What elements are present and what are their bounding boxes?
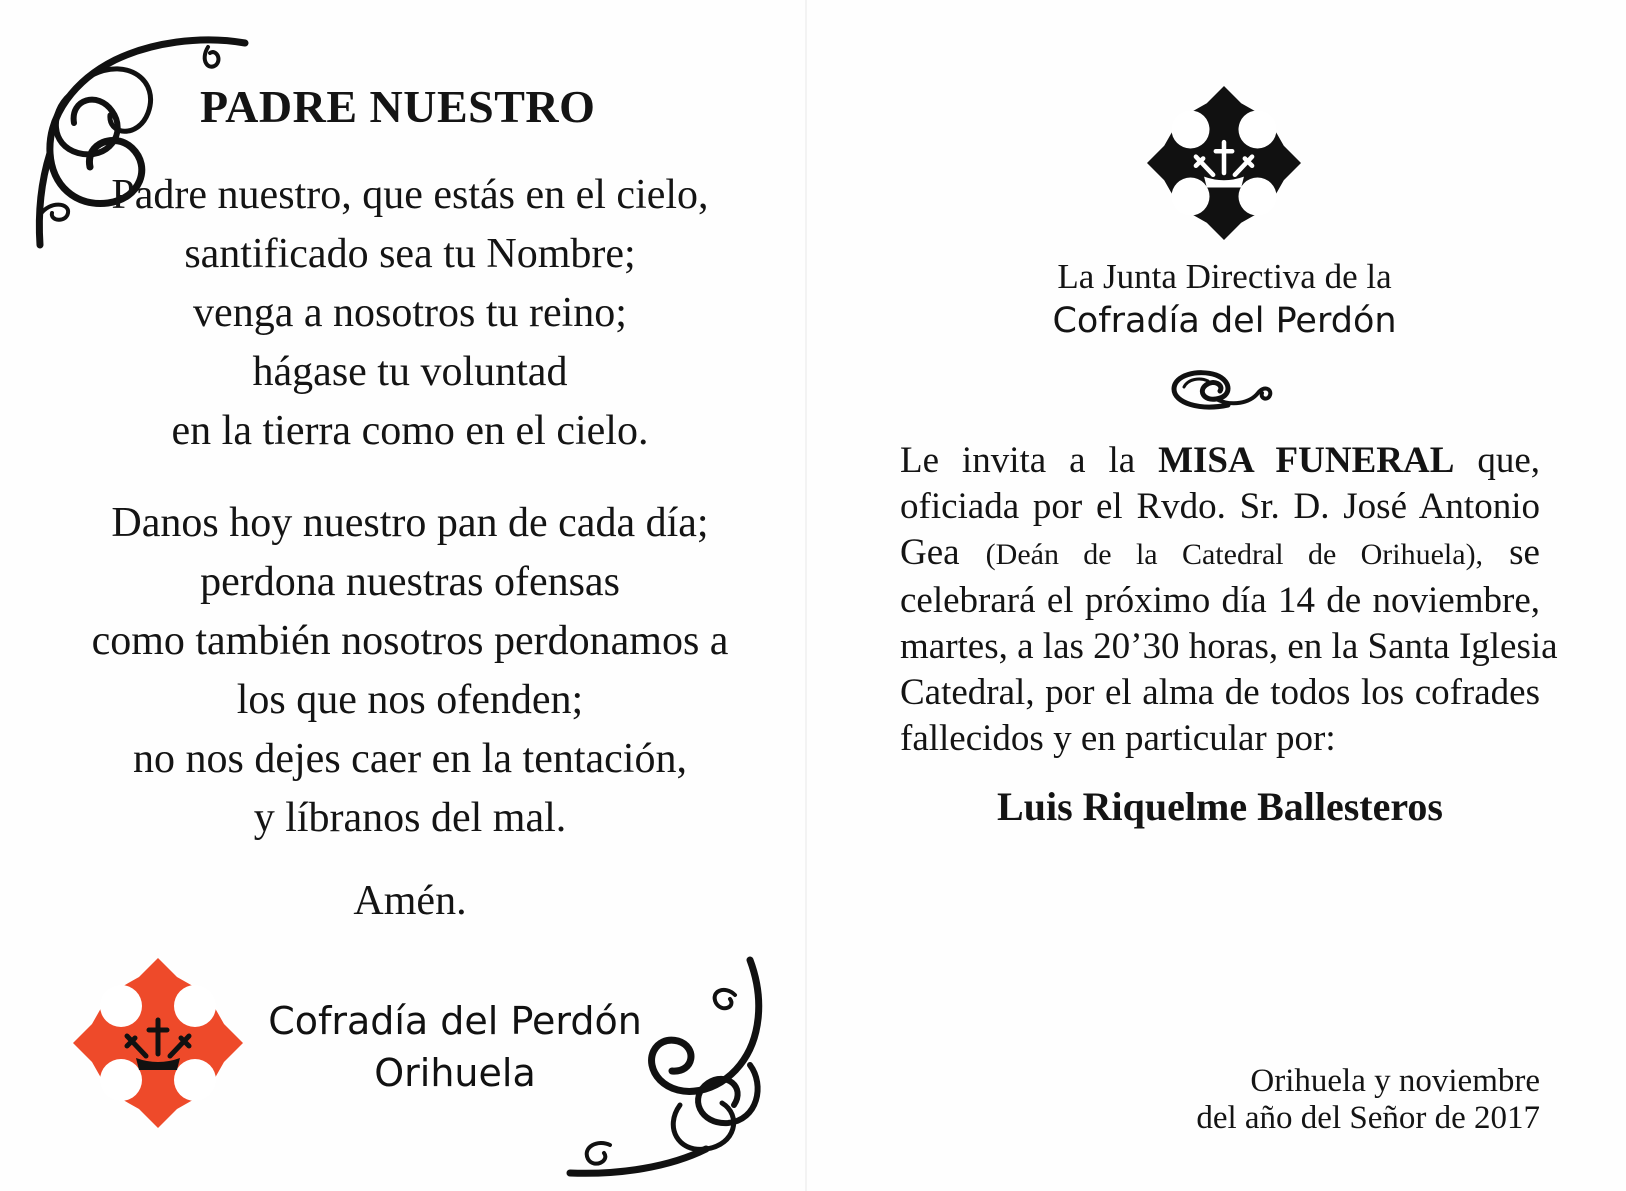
honoree-name: Luis Riquelme Ballesteros (997, 784, 1443, 829)
invitation-fragment: que, (1454, 440, 1540, 481)
prayer-line: hágase tu voluntad (252, 349, 568, 395)
invitation-line: martes, a las 20’30 horas, en la Santa Iglesia (900, 626, 1558, 667)
maltese-cross-emblem-icon (1147, 86, 1301, 240)
invitation-fragment: Gea (900, 532, 986, 573)
invitation-line: fallecidos y en particular por: (900, 718, 1336, 759)
date-line: Orihuela y noviembre (1250, 1063, 1540, 1099)
brand-city: Orihuela (374, 1051, 536, 1095)
prayer-amen: Amén. (353, 878, 467, 924)
invitation-line: oficiada por el Rvdo. Sr. D. José Antonio (900, 486, 1540, 527)
date-block (1062, 1063, 1540, 1137)
dean-note: (Deán de la Catedral de Orihuela), (985, 538, 1484, 571)
prayer-line: no nos dejes caer en la tentación, (133, 736, 687, 782)
brand-name: Cofradía del Perdón (268, 999, 642, 1043)
prayer-title: PADRE NUESTRO (200, 81, 596, 132)
invitation-line (900, 530, 1540, 578)
prayer-line: Padre nuestro, que estás en el cielo, (111, 172, 709, 218)
prayer-stanza-2 (40, 494, 780, 848)
prayer-line: como también nosotros perdonamos a (91, 618, 729, 664)
prayer-line: Danos hoy nuestro pan de cada día; (111, 500, 709, 546)
date-line: del año del Señor de 2017 (1196, 1100, 1540, 1136)
invitation-panel (807, 0, 1626, 1191)
invitation-line: celebrará el próximo día 14 de noviembre, (900, 580, 1540, 621)
flourish-corner-icon (560, 955, 795, 1180)
prayer-line: en la tierra como en el cielo. (171, 408, 649, 454)
maltese-cross-emblem-icon (73, 958, 243, 1128)
misa-funeral-label: MISA FUNERAL (1158, 440, 1455, 481)
prayer-line: y líbranos del mal. (253, 795, 567, 841)
prayer-stanza-1 (40, 166, 780, 461)
invitation-fragment: Le invita a la (900, 440, 1159, 481)
invitation-line: Catedral, por el alma de todos los cofrades (900, 672, 1540, 713)
prayer-panel (0, 0, 805, 1191)
invitation-fragment: se (1483, 532, 1540, 573)
junta-line: La Junta Directiva de la (1057, 257, 1392, 296)
prayer-line: santificado sea tu Nombre; (184, 231, 636, 277)
prayer-line: los que nos ofenden; (236, 677, 584, 723)
invitation-line (900, 438, 1540, 484)
prayer-line: perdona nuestras ofensas (200, 559, 620, 605)
cofradia-line: Cofradía del Perdón (1052, 301, 1397, 341)
swirl-ornament-icon (1170, 367, 1275, 413)
prayer-line: venga a nosotros tu reino; (193, 290, 627, 336)
invitation-text (900, 438, 1558, 762)
